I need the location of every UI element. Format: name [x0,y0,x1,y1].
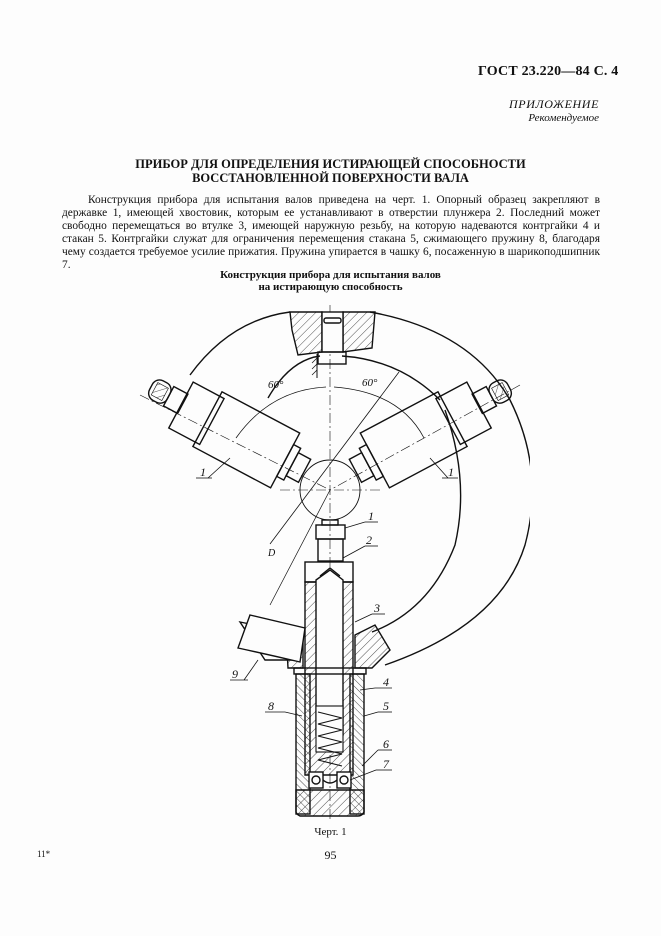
section-title [0,157,661,185]
left-holder [136,361,320,498]
label-1-left: 1 [200,465,206,479]
standard-number: ГОСТ 23.220—84 С. 4 [478,64,619,79]
figure-number: Черт. 1 [314,826,347,838]
label-3: 3 [374,601,380,615]
page-number: 95 [324,848,337,862]
sample-9 [238,615,305,662]
label-1-right: 1 [448,465,454,479]
signature-mark: 11* [37,849,51,859]
body-paragraph [62,194,600,272]
appendix-label: ПРИЛОЖЕНИЕ [509,97,599,111]
dimension-d-label: D [268,548,276,559]
title-line-2: ВОССТАНОВЛЕННОЙ ПОВЕРХНОСТИ ВАЛА [192,171,469,185]
appendix-block [509,97,599,125]
label-7: 7 [383,757,389,771]
title-line-1: ПРИБОР ДЛЯ ОПРЕДЕЛЕНИЯ ИСТИРАЮЩЕЙ СПОСОБНОСТИ [135,157,526,171]
figure-caption-line-1: Конструкция прибора для испытания валов [220,269,441,281]
label-8: 8 [268,699,274,713]
angle-left-label: 60° [268,379,284,391]
figure-caption [0,269,661,293]
label-9: 9 [232,667,238,681]
appendix-status: Рекомендуемое [528,112,599,124]
technical-drawing [130,300,530,825]
paragraph-text: Конструкция прибора для испытания валов приведена на черт. 1. Опорный образец закрепляют в державке 1, имеющей хвостовик, которым ее устанавливают в отверстии плунжера 2. Последний может свободно перемещаться во втулке 3, имеющей наружную резьбу, на которую надеваются контргайки 4 и стакан 5. Контргайки служат для ограничения перемещения стакана 5, сжимающего пружину 8, благодаря чему создается требуемое усилие прижатия. Пружина упирается в чашку 6, посаженную в шарикоподшипник 7. [62,194,600,271]
label-2: 2 [366,533,372,547]
top-screw-section [290,312,375,378]
angle-right-label: 60° [362,377,378,389]
label-5: 5 [383,699,389,713]
label-6: 6 [383,737,389,751]
label-4: 4 [383,675,389,689]
figure-caption-line-2: на истирающую способность [258,281,403,293]
label-1-center: 1 [368,509,374,523]
